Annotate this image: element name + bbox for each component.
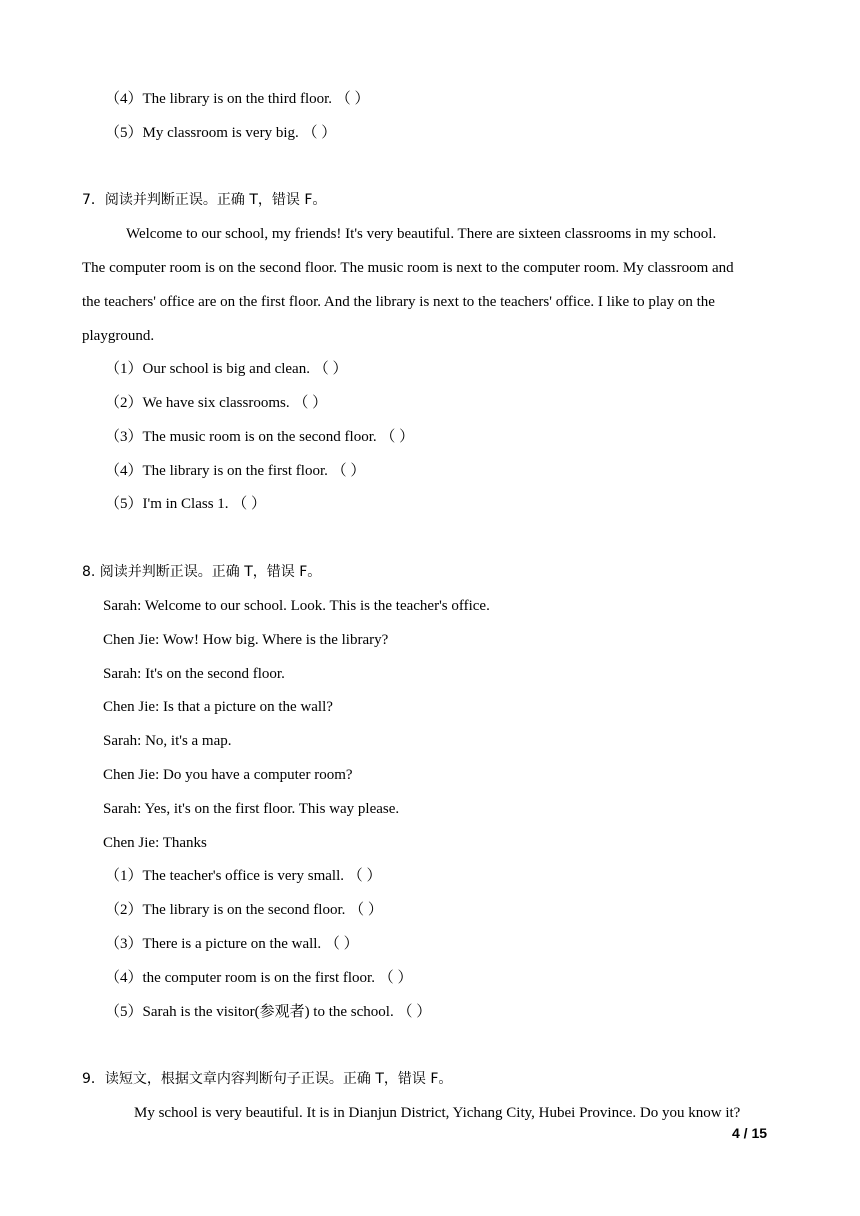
q8-dialogue-line: Chen Jie: Do you have a computer room? — [103, 767, 353, 783]
q7-passage-line: the teachers' office are on the first floor. And the library is next to the teachers' office. I like to play on the — [82, 294, 715, 310]
page-number: 4 / 15 — [732, 1125, 768, 1141]
q8-item-4: （4）the computer room is on the first floor. （ ） — [105, 970, 413, 986]
q7-item-4: （4）The library is on the first floor. （ ） — [105, 463, 366, 479]
q7-item-5: （5）I'm in Class 1. （ ） — [105, 496, 267, 512]
q7-item-3: （3）The music room is on the second floor. （ ） — [105, 429, 415, 445]
q8-dialogue-line: Chen Jie: Thanks — [103, 835, 207, 851]
q9-heading: 9．读短文，根据文章内容判断句子正误。正确 T，错误 F。 — [82, 1071, 453, 1087]
q8-heading: 8. 阅读并判断正误。正确 T，错误 F。 — [82, 564, 322, 580]
q8-dialogue-line: Sarah: Yes, it's on the first floor. This way please. — [103, 801, 400, 817]
q7-passage-line: playground. — [82, 328, 155, 344]
q7-passage-line: The computer room is on the second floor. The music room is next to the computer room. My classroom and — [82, 260, 734, 276]
q8-dialogue-line: Sarah: No, it's a map. — [103, 733, 232, 749]
q8-item-1: （1）The teacher's office is very small. （ ） — [105, 868, 382, 884]
q8-item-3: （3）There is a picture on the wall. （ ） — [105, 936, 359, 952]
q8-dialogue-line: Chen Jie: Is that a picture on the wall? — [103, 699, 333, 715]
prev-item-4: （4）The library is on the third floor. （ ） — [105, 91, 370, 107]
q8-dialogue-line: Sarah: It's on the second floor. — [103, 666, 285, 682]
q7-item-2: （2）We have six classrooms. （ ） — [105, 395, 328, 411]
q9-passage-line: My school is very beautiful. It is in Dianjun District, Yichang City, Hubei Province. Do you know it? — [134, 1105, 741, 1121]
q8-item-5: （5）Sarah is the visitor(参观者) to the school. （ ） — [105, 1004, 432, 1020]
q7-heading: 7．阅读并判断正误。正确 T，错误 F。 — [82, 192, 327, 208]
q8-dialogue-line: Sarah: Welcome to our school. Look. This is the teacher's office. — [103, 598, 490, 614]
prev-item-5: （5）My classroom is very big. （ ） — [105, 125, 337, 141]
q8-item-2: （2）The library is on the second floor. （ ） — [105, 902, 383, 918]
q7-item-1: （1）Our school is big and clean. （ ） — [105, 361, 348, 377]
q7-passage-line: Welcome to our school, my friends! It's very beautiful. There are sixteen classrooms in my school. — [126, 226, 717, 242]
q8-dialogue-line: Chen Jie: Wow! How big. Where is the library? — [103, 632, 389, 648]
